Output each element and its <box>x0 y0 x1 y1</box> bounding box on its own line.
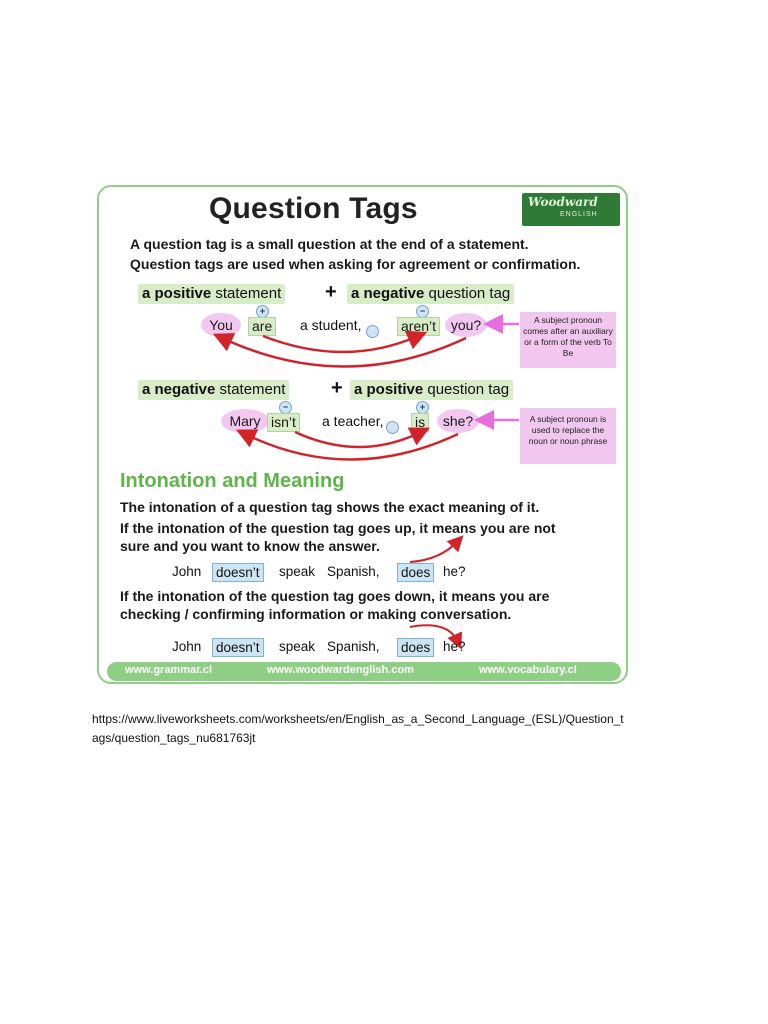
example2-rest: a teacher, <box>322 413 384 429</box>
example1-tag-verb: aren’t <box>397 317 440 336</box>
intonation-p2d: sure and you want to know the answer. <box>120 538 380 554</box>
rule2-left-rest: statement <box>215 381 286 398</box>
example3-up-spanish: Spanish, <box>327 564 380 579</box>
example2-tag-pronoun: she? <box>437 409 479 433</box>
example2-inner-arrow <box>295 432 421 447</box>
example2-tag-sign: + <box>416 401 429 414</box>
intonation-p1: The intonation of a question tag shows the exact meaning of it. <box>120 499 540 515</box>
example3-up-doesnt: doesn’t <box>212 563 264 582</box>
example2-verb-sign: − <box>279 401 292 414</box>
example3-down-doesnt: doesn’t <box>212 638 264 657</box>
example3-down-john: John <box>172 639 202 654</box>
footer-link-grammar[interactable]: www.grammar.cl <box>125 664 213 676</box>
logo-sub: ENGLISH <box>560 211 598 218</box>
example3-up-does: does <box>397 563 434 582</box>
rule1-left-bold: a positive <box>142 285 212 302</box>
logo-brand: Woodward <box>528 195 598 209</box>
page-title: Question Tags <box>209 192 418 225</box>
example3-down-he: he? <box>443 639 466 654</box>
source-url-line-1: https://www.liveworksheets.com/worksheets/en/English_as_a_Second_Language_(ESL)/Question_t <box>92 712 624 726</box>
intonation-p3d: checking / confirming information or making conversation. <box>120 606 512 622</box>
intro-line-1: A question tag is a small question at the end of a statement. <box>130 236 529 252</box>
note-subject-pronoun-replace: A subject pronoun is used to replace the noun or noun phrase <box>520 408 616 464</box>
example3-up-john: John <box>172 564 202 579</box>
section-title: Intonation and Meaning <box>120 470 345 492</box>
example3-down-does: does <box>397 638 434 657</box>
intonation-p3c: , it means you are <box>431 588 550 604</box>
rule2-left-bold: a negative <box>142 381 216 398</box>
rule1-right-bold: a negative <box>351 285 425 302</box>
example3-up-speak: speak <box>279 564 316 579</box>
example1-verb: are <box>248 317 276 336</box>
example1-verb-sign: + <box>256 305 269 318</box>
intonation-p2c: , it means you are not <box>411 520 556 536</box>
example3-up-he: he? <box>443 564 466 579</box>
example1-rest: a student, <box>300 317 362 333</box>
example1-inner-arrow <box>263 336 418 352</box>
rule2-plus: + <box>331 377 343 399</box>
intonation-up: up <box>394 520 412 536</box>
rule1-right-rest: question tag <box>424 285 511 302</box>
example3-down-speak: speak <box>279 639 316 654</box>
rule1-left-rest: statement <box>211 285 282 302</box>
example2-verb: isn’t <box>267 413 300 432</box>
intro-line-2: Question tags are used when asking for agreement or confirmation. <box>130 256 581 272</box>
example3-down-spanish: Spanish, <box>327 639 380 654</box>
rule2-right-rest: question tag <box>423 381 510 398</box>
footer-link-vocabulary[interactable]: www.vocabulary.cl <box>479 664 577 676</box>
intonation-p3 <box>120 588 549 604</box>
rule2-right-bold: a positive <box>354 381 424 398</box>
example1-subject: You <box>201 313 241 337</box>
source-url[interactable] <box>92 710 624 748</box>
intonation-p2a: If the intonation of the question tag goes <box>120 520 395 536</box>
card-footer <box>107 662 621 681</box>
intonation-p2 <box>120 520 556 536</box>
intonation-down: down <box>394 588 432 604</box>
example2-subject: Mary <box>221 409 269 433</box>
source-url-line-2: ags/question_tags_nu681763jt <box>92 731 256 745</box>
intonation-up-arrow <box>410 541 458 562</box>
example1-tag-sign: − <box>416 305 429 318</box>
note-subject-pronoun-auxiliary: A subject pronoun comes after an auxiliary or a form of the verb To Be <box>520 312 616 368</box>
example2-tag-verb: is <box>411 413 429 432</box>
example1-tag-pronoun: you? <box>445 313 487 337</box>
footer-link-woodward[interactable]: www.woodwardenglish.com <box>267 664 414 676</box>
intonation-p3a: If the intonation of the question tag goes <box>120 588 395 604</box>
rule1-plus: + <box>325 281 337 303</box>
